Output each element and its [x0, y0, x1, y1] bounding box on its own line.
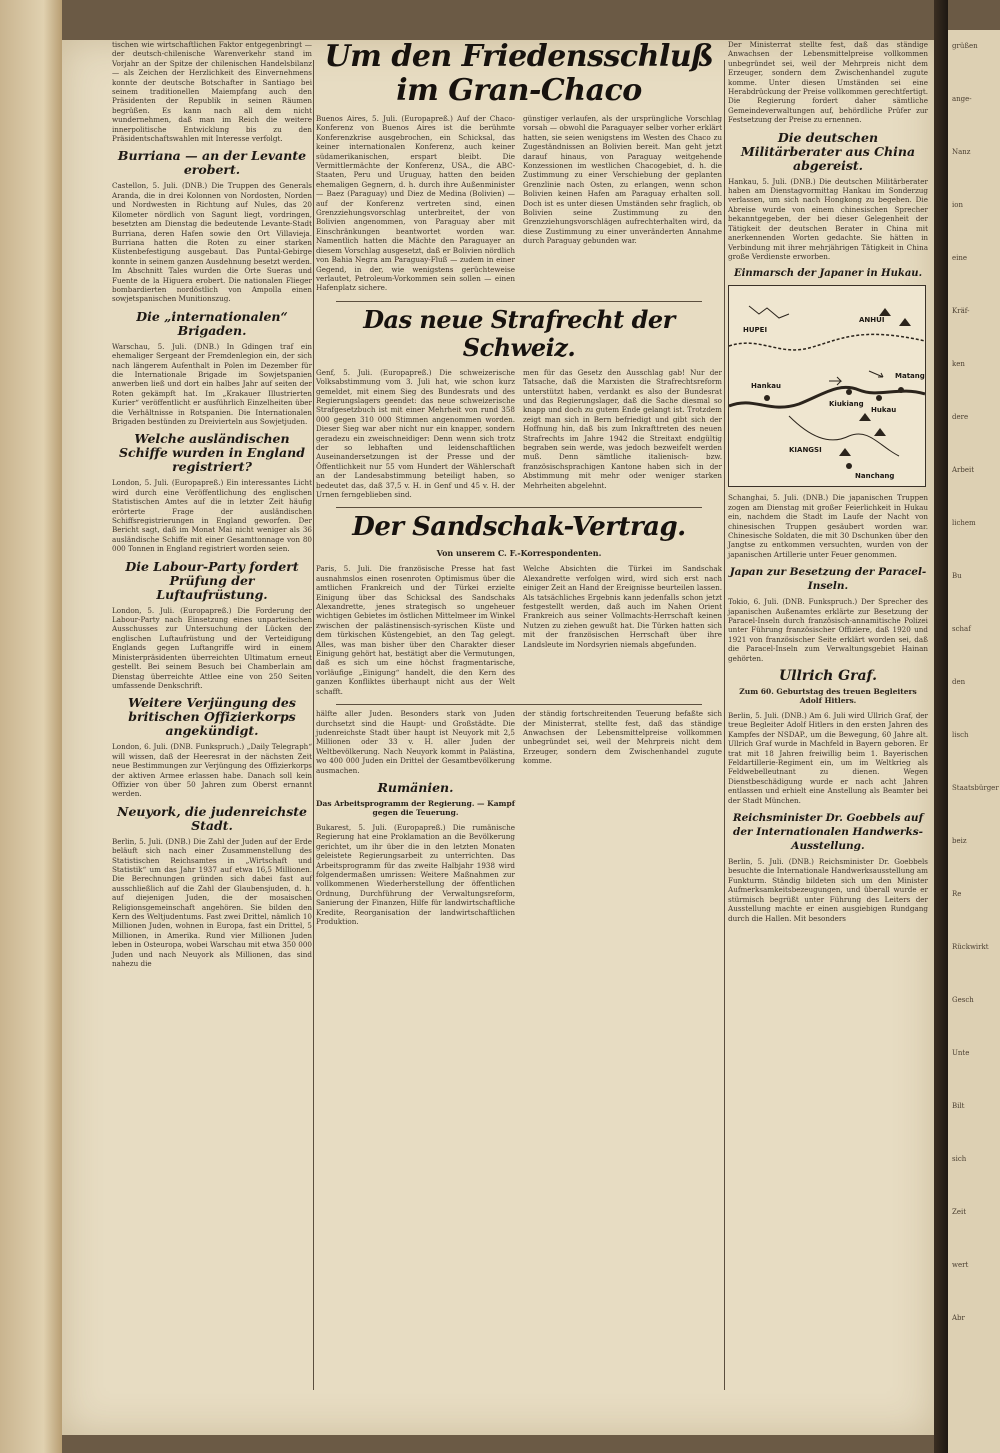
article-text: Buenos Aires, 5. Juli. (Europapreß.) Auf der Chaco-Konferenz von Buenos Aires ist die berühmte Konferenzkrise ausgebrochen, ein Schicksal, das keiner internationalen Konferenz, auch keiner südamerikanischen, erspart bleibt. Die Vermittlermächte der Konferenz, USA., die ABC-Staaten, Peru und Uruguay, hatten den beiden ehemaligen Gegnern, d. h. durch ihre Außenminister — Baez (Paraguay) und Diez de Medina (Bolivien) — auf der Konferenz vertreten sind, einen Grenzziehungsvorschlag unterbreitet, der von Bolivien angenommen, von Paraguay aber mit Einschränkungen beantwortet worden war. Namentlich hatten die Mächte den Paraguayer an diesem Vorschlag ausgesetzt, daß er Bolivien nördlich von Bahia Negra am Paraguay-Fluß — zudem in einer Gegend, in der, wie wenigstens gerüchteweise verlautet, Petroleum-Vorkommen sein sollen — einen Hafenplatz sichere. [316, 114, 515, 293]
adjacent-page-fragment [948, 30, 1000, 1453]
article-text: Paris, 5. Juli. Die französische Presse hat fast ausnahmslos einen rosenroten Optimismus über die amtlichen Frankreich und der Türkei erzielte Einigung über das Schicksal des Sandschaks Alexandrette, jenes strategisch so ungeheuer wichtigen Gebietes im östlichen Mittelmeer im Winkel zwischen der palästinensisch-syrischen Küste und dem türkischen Küstengebiet, an den Tag gelegt. Alles, was man bisher über den Charakter dieser Einigung gehört hat, bestätigt aber die Vermutungen, daß es sich um eine höchst fragmentarische, vorläufige „Einigung“ handelt, die den Kern des ganzen Konfliktes überhaupt nicht aus der Welt schafft. [316, 564, 515, 696]
headline-offizierkorps: Weitere Verjüngung des britischen Offizierkorps angekündigt. [128, 695, 296, 739]
article-text: hälfte aller Juden. Besonders stark von Juden durchsetzt sind die Haupt- und Großstädte. Die judenreichste Stadt über haupt ist Neuyork mit 2,5 Millionen oder 33 v. H. aller Juden der Weltbevölkerung. Nach Neuyork kommt in Palästina, wo 400 000 Juden ein Drittel der Gesamtbevölkerung ausmachen. [316, 709, 515, 775]
headline-schiffe: Welche ausländischen Schiffe wurden in England registriert? [119, 431, 305, 475]
column-center [316, 40, 722, 930]
adjacent-page-word: beiz [952, 837, 967, 845]
adjacent-page-word: dere [952, 413, 969, 421]
adjacent-page-word: ion [952, 201, 963, 209]
headline-rumaenien: Rumänien. [377, 779, 454, 795]
adjacent-page-word: sich [952, 1155, 967, 1163]
headline-brigaden: Die „internationalen“ Brigaden. [136, 308, 288, 338]
adjacent-page-word: Re [952, 890, 962, 898]
adjacent-page-word: Gesch [952, 996, 974, 1004]
adjacent-page-word: Bu [952, 572, 962, 580]
article-text: Warschau, 5. Juli. (DNB.) In Gdingen traf ein ehemaliger Sergeant der Fremdenlegion ein, der sich nach längerem Aufenthalt in Polen im Dezember für die Internationale Brigade im Sowjetspanien anwerben ließ und dort ein halbes Jahr auf seiten der Roten gekämpft hat. Im „Krakauer Illustrierten Kurier“ veröffentlicht er ausführlich Einzelheiten über die Verhältnisse in Rotspanien. Die Internationalen Brigaden bestünden zu Dreivierteln aus Sowjetjuden. [112, 341, 312, 426]
separator [336, 704, 702, 705]
separator [336, 507, 702, 508]
headline-chaco: Um den Friedensschluß im Gran-Chaco [324, 39, 714, 108]
article-text: Bukarest, 5. Juli. (Europapreß.) Die rumänische Regierung hat eine Proklamation an die Bevölkerung gerichtet, um ihr über die in den letzten Monaten geleistete Regierungsarbeit zu unterrichten. Das Arbeitsprogramm für das zweite Halbjahr 1938 wird folgendermaßen umrissen: Weitere Maßnahmen zur vollkommenen Wiederherstellung der öffentlichen Ordnung, Durchführung der Verwaltungsreform, Sanierung der Finanzen, Hilfe für landwirtschaftliche Kredite, Reorganisation der landwirtschaftlichen Produktion. [316, 822, 515, 926]
article-text: London, 5. Juli. (Europapreß.) Ein interessantes Licht wird durch eine Veröffentlichung des englischen Statistischen Amtes auf die in letzter Zeit häufig erörterte Frage der ausländischen Schiffsregistrierungen in England geworfen. Der Bericht sagt, daß im Monat Mai nicht weniger als 36 ausländische Schiffe mit einer Gesamttonnage von 80 000 Tonnen in England registriert worden seien. [112, 478, 312, 554]
article-text: Hankau, 5. Juli. (DNB.) Die deutschen Militärberater haben am Dienstagvormittag Hankau im Sonderzug verlassen, um sich nach Hongkong zu begeben. Die Abreise wurde von einem chinesischen Sprecher bekanntgegeben, der bei dieser Gelegenheit der Tätigkeit der deutschen Berater in China mit anerkennenden Worten gedachte. Sie hätten in Verbindung mit ihrer mehrjährigen Tätigkeit in China große Verdienste erworben. [728, 176, 928, 261]
left-page-margin [0, 0, 62, 1453]
article-text: günstiger verlaufen, als der ursprüngliche Vorschlag vorsah — obwohl die Paraguayer selber vorher erklärt hatten, sie seien wenigstens im Westen des Chaco zu Zugeständnissen an Bolivien bereit. Man geht jetzt darauf hinaus, von Paraguay weitgehende Konzessionen im westlichen Chacogebiet, d. h. die Zustimmung zu einer Verschiebung der geplanten Grenzlinie nach Osten, zu erlangen, wenn schon Bolivien keinen Hafen am Paraguay erhalten soll. Doch ist es unter diesen Umständen sehr fraglich, ob Bolivien seine Zustimmung zu den Grenzziehungsvorschlägen aufrechterhalten wird, da diese Zustimmung zu einer unveränderten Annahme durch Paraguay gebunden war. [523, 114, 722, 246]
adjacent-page-word: wert [952, 1261, 969, 1269]
article-text: Tokio, 6. Juli. (DNB. Funkspruch.) Der Sprecher des japanischen Außenamtes erklärte zur Besetzung der Paracel-Inseln durch französisch-annamitische Polizei unter Führung französischer Offiziere, daß 1920 und 1921 von französischer Seite erklärt worden sei, daß die Paracel-Inseln zum Verwaltungsgebiet Hainan gehörten. [728, 597, 928, 663]
adjacent-page-word: Unte [952, 1049, 970, 1057]
adjacent-page-word: Kräf- [952, 307, 970, 315]
article-text: Genf, 5. Juli. (Europapreß.) Die schweizerische Volksabstimmung vom 3. Juli hat, wie schon kurz gemeldet, mit einem Sieg des Bundesrats und des Regierungslagers geendet: das neue schweizerische Strafgesetzbuch ist mit einer Mehrheit von rund 358 000 gegen 310 000 Stimmen angenommen worden. Dieser Sieg war aber nicht nur ein knapper, sondern geradezu ein zweischneidiger: Denn wenn sich trotz der so lebhaften und leidenschaftlichen Auseinandersetzungen ist der Presse und der Öffentlichkeit nur 55 vom Hundert der Wählerschaft an der Landesabstimmung beteiligt haben, so bedeutet das, daß 37,5 v. H. in Genf und 45 v. H. der Urnen ferngeblieben sind. [316, 367, 515, 499]
adjacent-page-word: Zeit [952, 1208, 967, 1216]
article-text: tischen wie wirtschaftlichen Faktor entgegenbringt — der deutsch-chilenische Warenverkehr stand im Vorjahr an der Spitze der chilenischen Handelsbilanz — als Zeichen der Herzlichkeit des Einvernehmens konnte der deutsche Botschafter in Santiago bei seinem traditionellen Maiempfang auch den Präsidenten der Republik in seinen Räumen begrüßen. Es kann nach all dem nicht wundernehmen, daß man im Reich die weitere innerpolitische Entwicklung bis zu den Präsidentschaftswahlen mit Interesse verfolgt. [112, 40, 312, 144]
map-label: ANHUI [859, 316, 885, 325]
column-rule [724, 60, 725, 1390]
adjacent-page-word: Abr [952, 1314, 965, 1322]
adjacent-page-word: eine [952, 254, 968, 262]
headline-burriana: Burriana — an der Levante erobert. [117, 148, 307, 178]
map-label: HUPEI [743, 326, 768, 335]
map-title: Einmarsch der Japaner in Hukau. [733, 268, 923, 280]
article-text: Berlin, 5. Juli. (DNB.) Die Zahl der Juden auf der Erde beläuft sich nach einer Zusammenstellung des Statistischen Reichsamtes in „Wirtschaft und Statistik“ um das Jahr 1937 auf etwa 16,5 Millionen. Die Berechnungen gründen sich dabei fast auf ausschließlich auf die Zahl der Glaubensjuden, d. h. auf diejenigen Juden, die der mosaischen Religionsgemeinschaft angehören. Sie bilden den Kern des Weltjudentums. Fast zwei Drittel, nämlich 10 Millionen Juden, wohnen in Europa, fast ein Drittel, 5 Millionen, in Amerika. Rund vier Millionen Juden leben in Osteuropa, wobei Warschau mit etwa 350 000 Juden und nach Neuyork als Millionen, das sind nahezu die [112, 836, 312, 969]
article-text: Berlin, 5. Juli. (DNB.) Reichsminister Dr. Goebbels besuchte die Internationale Handwerksausstellung am Funkturm. Ständig bildeten sich um den Minister Aufmerksamkeitsbezeugungen, und überall wurde er stürmisch begrüßt unter Führung des Leiters der Ausstellung machte er einen ausgiebigen Rundgang durch die Hallen. Mit besonders [728, 857, 928, 923]
subheadline-rumaenien: Das Arbeitsprogramm der Regierung. — Kampf gegen die Teuerung. [316, 798, 515, 817]
adjacent-page-word: Staatsbürger [952, 784, 999, 792]
map-hukau [728, 285, 926, 487]
headline-schweiz: Das neue Strafrecht der Schweiz. [363, 304, 675, 362]
headline-paracel: Japan zur Besetzung der Paracel-Inseln. [729, 566, 927, 593]
adjacent-page-word: den [952, 678, 966, 686]
adjacent-page-word: ken [952, 360, 965, 368]
headline-sandschak: Der Sandschak-Vertrag. [352, 512, 686, 543]
adjacent-page-word: Rückwirkt [952, 943, 989, 951]
article-text: Schanghai, 5. Juli. (DNB.) Die japanischen Truppen zogen am Dienstag mit großer Feierlichkeit in Hukau ein, nachdem die Stadt im Laufe der Nacht von chinesischen Truppen gesäubert worden war. Chinesische Soldaten, die mit 30 Dschunken über den Jangtse zu entkommen versuchten, wurden von der japanischen Artillerie unter Feuer genommen. [728, 493, 928, 559]
separator [336, 301, 702, 302]
article-text: Der Ministerrat stellte fest, daß das ständige Anwachsen der Lebensmittelpreise vollkommen unbegründet sei, weil der Mehrpreis nicht dem Erzeuger, sondern dem Zwischenhandel zugute komme. Unter diesen Umständen sei eine Herabdrückung der Preise vollkommen gerechtfertigt. Die Regierung fordert daher sämtliche Gemeindeverwaltungen auf, behördliche Prüfer zur Festsetzung der Preise zu ernennen. [728, 40, 928, 125]
article-text: Berlin, 5. Juli. (DNB.) Am 6. Juli wird Ullrich Graf, der treue Begleiter Adolf Hitlers in den ersten Jahren des Kampfes der NSDAP., um die Bewegung, 60 Jahre alt. Ullrich Graf wurde in Machfeld in Bayern geboren. Er trat mit 18 Jahren freiwillig beim 1. Bayerischen Feldartillerie-Regiment ein, um im Weltkrieg als Feldwebelleutnant zu dienen. Wegen Dienstbeschädigung wurde er nach acht Jahren entlassen und erhielt eine Anstellung als Beamter bei der Stadt München. [728, 711, 928, 805]
adjacent-page-word: schaf [952, 625, 971, 633]
map-label: Nanchang [855, 472, 895, 481]
headline-goebbels: Reichsminister Dr. Goebbels auf der Internationalen Handwerks-Ausstellung. [732, 812, 924, 853]
column-left [112, 40, 312, 972]
article-text: London, 6. Juli. (DNB. Funkspruch.) „Daily Telegraph“ will wissen, daß der Heeresrat in der nächsten Zeit neue Bestimmungen zur Verjüngung des Offizierkorps der aktiven Armee erlassen habe. Danach soll kein Offizier von über 50 Jahren zum Oberst ernannt werden. [112, 742, 312, 799]
adjacent-page-word: ange- [952, 95, 972, 103]
map-label: KIANGSI [789, 446, 822, 455]
adjacent-page-word: lisch [952, 731, 969, 739]
subheadline-graf: Zum 60. Geburtstag des treuen Begleiters Adolf Hitlers. [739, 687, 917, 705]
book-gutter [934, 0, 948, 1453]
article-text: London, 5. Juli. (Europapreß.) Die Forderung der Labour-Party nach Einsetzung eines unparteiischen Ausschusses zur Untersuchung der Lücken der englischen Luftaufrüstung und der Verteidigung Englands gegen Luftangriffe wird in einem Ministerpräsidenten überreichten Ultimatum erneut gestellt. Bei seinem Besuch bei Chamberlain am Dienstag überreichte Attlee eine von 250 Seiten umfassende Denkschrift. [112, 605, 312, 690]
article-text: Castellon, 5. Juli. (DNB.) Die Truppen des Generals Aranda, die in drei Kolonnen von Nordosten, Norden und Nordwesten in Richtung auf Nules, das 20 Kilometer nördlich von Sagunt liegt, vordringen, besetzten am Dienstag die bedeutende Levante-Stadt Burriana, deren Hafen sowie den Ort Villavieja. Burriana hatten die Roten zu einer starken Küstenbefestigung ausgebaut. Das Puntal-Gebirge konnte in seinem ganzen Ausdehnung besetzt werden. Im Abschnitt Tales wurden die Orte Sueras und Fuente de la Higuera erobert. Die nationalen Flieger bombardierten nordöstlich von Ampolla einen sowjetspanischen Munitionszug. [112, 181, 312, 304]
column-right [728, 40, 928, 927]
map-label: Matang [895, 372, 925, 381]
headline-neuyork: Neuyork, die judenreichste Stadt. [117, 803, 307, 833]
map-label: Hukau [871, 406, 897, 415]
headline-labour: Die Labour-Party fordert Prüfung der Luftaufrüstung. [125, 558, 299, 602]
adjacent-page-word: Bilt [952, 1102, 965, 1110]
article-text: Welche Absichten die Türkei im Sandschak Alexandrette verfolgen wird, wird sich erst nach einiger Zeit an Hand der Ereignisse beurteilen lassen. Als tatsächliches Ergebnis kann jedenfalls schon jetzt festgestellt werden, daß auch im Nahen Orient Frankreich aus seiner Vollmachts-Herrschaft keinen Nutzen zu ziehen gewußt hat. Die Türken hatten sich mit der französischen Herrschaft über ihre Landsleute im Nordsyrien niemals abgefunden. [523, 564, 722, 649]
article-text: men für das Gesetz den Ausschlag gab! Nur der Tatsache, daß die Marxisten die Strafrechtsreform unterstützt haben, verdankt es also der Bundesrat und das Regierungslager, daß die Sache diesmal so knapp und doch zu gutem Ende gelangt ist. Trotzdem zeigt man sich in Bern befriedigt und gibt sich der Hoffnung hin, daß bis zum Inkrafttreten des neuen Strafrechts im Jahre 1942 die Streitaxt endgültig begraben sein werde, was jedoch bezweifelt werden muß. Denn sämtliche italienisch- bzw. französischsprachigen Kantone haben sich in der Abstimmung mit mehr oder weniger starken Mehrheiten abgelehnt. [523, 367, 722, 490]
column-rule [313, 60, 314, 1390]
headline-militaerberater: Die deutschen Militärberater aus China abgereist. [740, 129, 916, 173]
adjacent-page-word: Arbeit [952, 466, 975, 474]
adjacent-page-word: Nanz [952, 148, 971, 156]
article-text: der ständig fortschreitenden Teuerung befaßte sich der Ministerrat, stellte fest, daß das ständige Anwachsen der Lebensmittelpreise vollkommen unbegründet sei, weil der Mehrpreis nicht dem Erzeuger, sondern dem Zwischenhandel zugute komme. [523, 709, 722, 766]
map-label: Kiukiang [829, 400, 864, 409]
map-label: Hankau [751, 382, 781, 391]
adjacent-page-word: lichem [952, 519, 976, 527]
headline-ullrich-graf: Ullrich Graf. [779, 668, 877, 684]
adjacent-page-word: grüßen [952, 42, 978, 50]
byline: Von unserem C. F.-Korrespondenten. [436, 548, 602, 559]
